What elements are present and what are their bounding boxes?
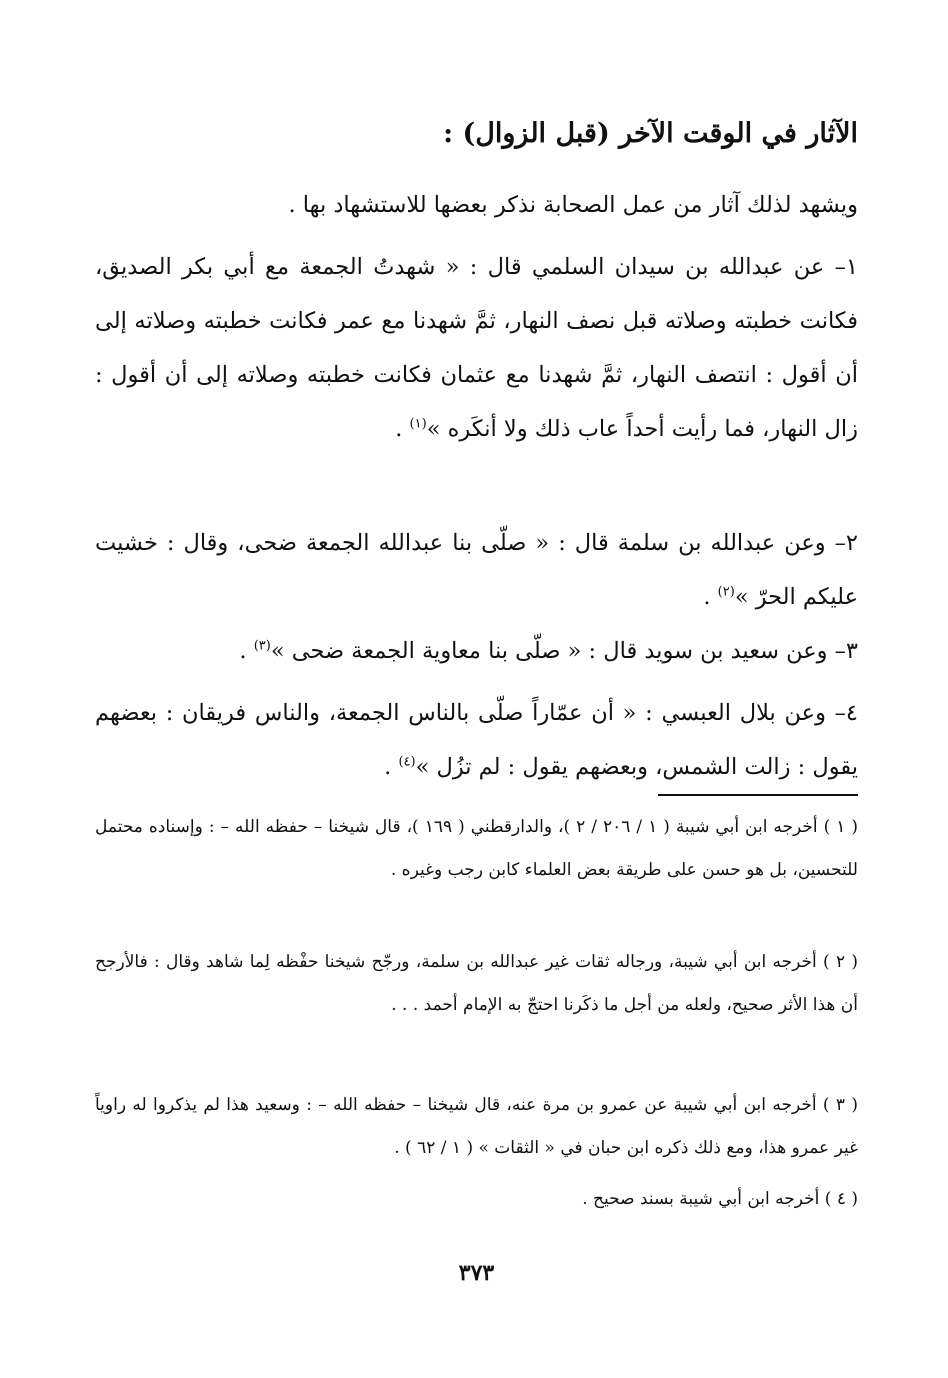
paragraph-text: ٢– وعن عبدالله بن سلمة قال : « صلّى بنا عبدالله الجمعة ضحى، وقال : خشيت عليكم الحرّ » (95, 530, 858, 610)
footnote-ref: (٤) (398, 754, 416, 770)
paragraph-text: ٣– وعن سعيد بن سويد قال : « صلّى بنا معاوية الجمعة ضحى » (270, 638, 858, 664)
footnote-2: ( ٢ ) أخرجه ابن أبي شيبة، ورجاله ثقات غير عبدالله بن سلمة، ورجّح شيخنا حفْظه لِما شاهد وقال : فالأرجح أن هذا الأثر صحيح، ولعله من أجل ما ذكَرنا احتجّ به الإمام أحمد . . . (95, 952, 858, 1015)
footnote-ref: (١) (409, 416, 427, 432)
athar-paragraph-4 (95, 686, 858, 794)
footnote-4: ( ٤ ) أخرجه ابن أبي شيبة بسند صحيح . (582, 1189, 858, 1209)
section-heading: الآثار في الوقت الآخر (قبل الزوال) : (443, 118, 858, 149)
paragraph-end: . (703, 584, 718, 610)
footnote-ref: (٢) (717, 584, 735, 600)
page-number: ٣٧٣ (458, 1260, 495, 1286)
footnote-divider (658, 794, 858, 796)
footnote-1: ( ١ ) أخرجه ابن أبي شيبة ( ١ / ٢٠٦ / ٢ )، والدارقطني ( ١٦٩ )، قال شيخنا – حفظه الله – : وإسناده محتمل للتحسين، بل هو حسن على طريقة بعض العلماء كابن رجب وغيره . (95, 817, 858, 880)
paragraph-text: ٤– وعن بلال العبسي : « أن عمّاراً صلّى بالناس الجمعة، والناس فريقان : بعضهم يقول : زالت الشمس، وبعضهم يقول : لم تزُل » (95, 700, 858, 780)
intro-paragraph: ويشهد لذلك آثار من عمل الصحابة نذكر بعضها للاستشهاد بها . (288, 192, 858, 218)
paragraph-end: . (239, 638, 254, 664)
footnote-3: ( ٣ ) أخرجه ابن أبي شيبة عن عمرو بن مرة عنه، قال شيخنا – حفظه الله – : وسعيد هذا لم يذكروا له راوياً غير عمرو هذا، ومع ذلك ذكره ابن حبان في « الثقات » ( ١ / ٦٢ ) . (95, 1095, 858, 1158)
athar-paragraph-1 (95, 240, 858, 456)
paragraph-end: . (384, 754, 399, 780)
athar-paragraph-3 (95, 624, 858, 678)
paragraph-end: . (395, 416, 410, 442)
book-page (95, 0, 858, 1378)
paragraph-text: ١– عن عبدالله بن سيدان السلمي قال : « شهدتُ الجمعة مع أبي بكر الصديق، فكانت خطبته وصلاته قبل نصف النهار، ثمَّ شهدنا مع عمر فكانت خطبته وصلاته إلى أن أقول : انتصف النهار، ثمَّ شهدنا مع عثمان فكانت خطبته وصلاته إلى أن أقول : زال النهار، فما رأيت أحداً عاب ذلك ولا أنكَره » (95, 254, 858, 442)
footnote-ref: (٣) (253, 638, 271, 654)
athar-paragraph-2 (95, 516, 858, 624)
